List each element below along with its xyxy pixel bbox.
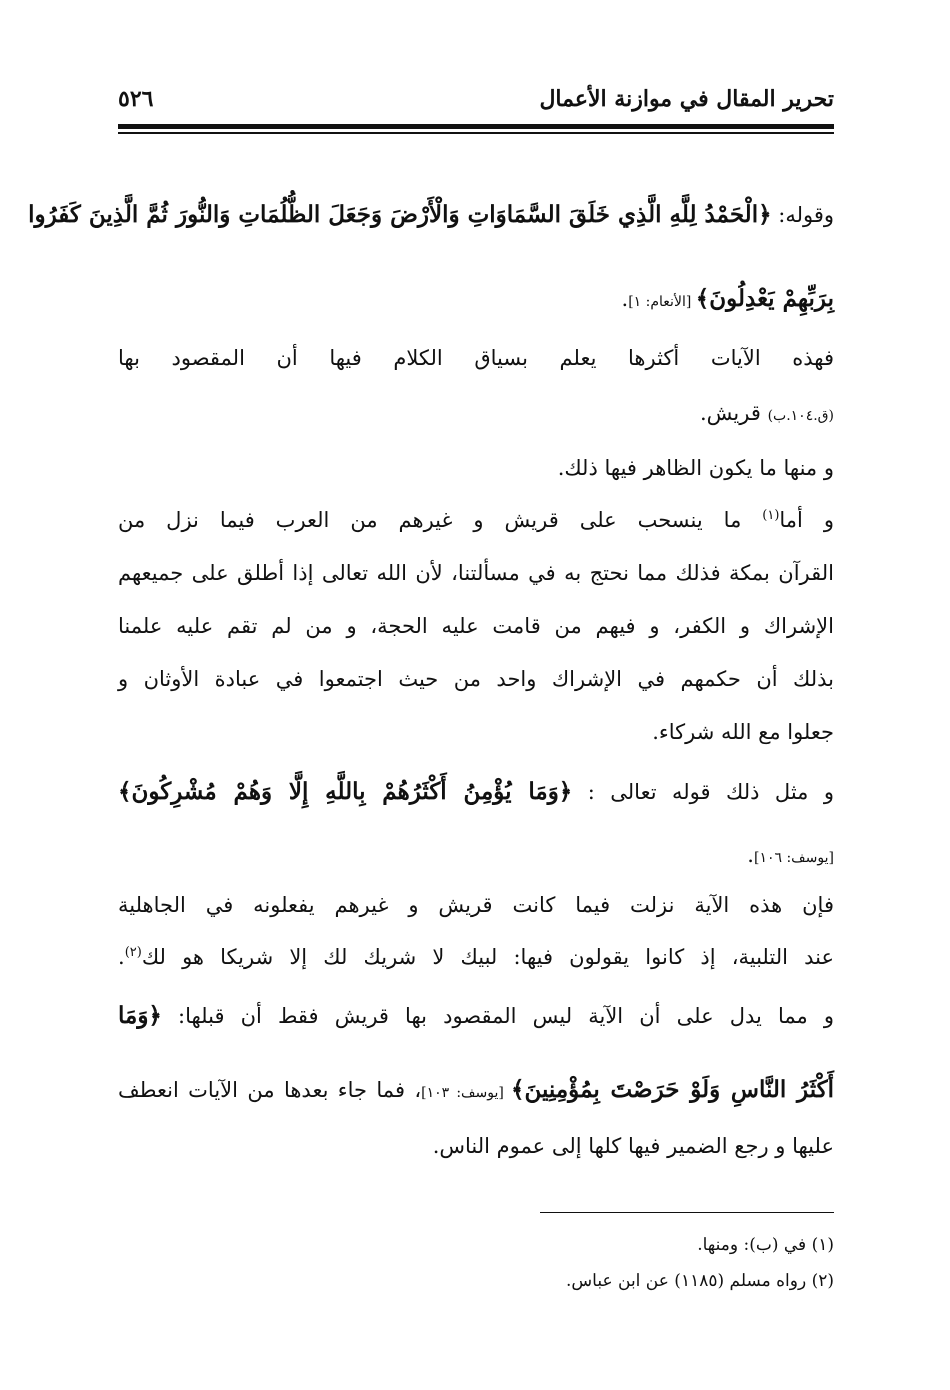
verse-reference: [يوسف: ١٠٦] xyxy=(753,850,834,866)
text-run: . xyxy=(747,843,754,867)
text-run: و مما يدل على أن الآية ليس المقصود بها قريش فقط أن قبلها: xyxy=(161,1004,834,1028)
running-header xyxy=(118,82,834,122)
footnote-2: (٢) رواه مسلم (١١٨٥) عن ابن عباس. xyxy=(566,1271,834,1291)
quran-verse: ﴿وَمَا xyxy=(118,1002,162,1029)
text-run: و أما xyxy=(779,508,834,532)
text-run: و مثل ذلك قوله تعالى : xyxy=(572,780,834,804)
body-line-5: و منها ما يكون الظاهر فيها ذلك. xyxy=(557,456,834,480)
body-line-4 xyxy=(118,398,834,431)
body-line-10: جعلوا مع الله شركاء. xyxy=(652,720,834,744)
body-line-2 xyxy=(118,284,834,317)
body-line-13: فإن هذه الآية نزلت فيما كانت قريش و غيرهم يفعلونه في الجاهلية xyxy=(118,893,834,917)
body-line-3: فهذه الآيات أكثرها يعلم بسياق الكلام فيها أن المقصود بها xyxy=(118,346,834,370)
body-line-16 xyxy=(118,1075,834,1108)
verse-reference: [يوسف: ١٠٣] xyxy=(421,1085,511,1101)
quran-verse: ﴿وَمَا يُؤْمِنُ أَكْثَرُهُمْ بِاللَّهِ إِلَّا وَهُمْ مُشْرِكُونَ﴾ xyxy=(118,778,573,805)
footnote-marker: (١) xyxy=(762,508,780,523)
header-rule-thick xyxy=(118,124,834,129)
verse-reference: [الأنعام: ١] xyxy=(628,294,696,310)
footnote-marker: (٢) xyxy=(124,945,142,960)
body-line-7: القرآن بمكة فذلك مما نحتج به في مسألتنا، لأن الله تعالى إذا أطلق على جميعهم xyxy=(118,561,834,585)
quran-verse: بِرَبِّهِمْ يَعْدِلُونَ﴾ xyxy=(695,285,834,312)
body-line-15 xyxy=(118,1001,834,1031)
text-run: ، فما جاء بعدها من الآيات انعطف xyxy=(118,1078,422,1102)
footnote-1: (١) في (ب): ومنها. xyxy=(697,1235,834,1255)
text-run: وقوله: xyxy=(771,203,834,227)
quran-verse: أَكْثَرُ النَّاسِ وَلَوْ حَرَصْتَ بِمُؤْمِنِينَ﴾ xyxy=(511,1076,834,1103)
quran-verse: ﴿الْحَمْدُ لِلَّهِ الَّذِي خَلَقَ السَّمَاوَاتِ وَالْأَرْضَ وَجَعَلَ الظُّلُمَاتِ وَالنُّورَ ثُمَّ الَّذِينَ كَفَرُوا xyxy=(28,201,772,228)
manuscript-reference: (ق.١٠٤.ب) xyxy=(767,408,834,424)
body-line-1 xyxy=(28,200,834,230)
body-line-8: الإشراك و الكفر، و فيهم من قامت عليه الحجة، و من لم تقم عليه علمنا xyxy=(118,614,834,638)
body-line-11 xyxy=(118,777,834,807)
text-run: . xyxy=(621,287,629,311)
text-run: ما ينسحب على قريش و غيرهم من العرب فيما نزل من xyxy=(118,508,763,532)
running-title: تحرير المقال في موازنة الأعمال xyxy=(539,86,834,112)
text-run: . xyxy=(118,945,125,969)
body-line-17: عليها و رجع الضمير فيها كلها إلى عموم الناس. xyxy=(432,1134,834,1158)
text-run: قريش. xyxy=(699,401,768,425)
text-run: عند التلبية، إذ كانوا يقولون فيها: لبيك لا شريك لك إلا شريكا هو لك xyxy=(141,945,834,969)
body-line-12 xyxy=(118,840,834,873)
header-rule-thin xyxy=(118,132,834,134)
body-line-9: بذلك أن حكمهم في الإشراك واحد من حيث اجتمعوا في عبادة الأوثان و xyxy=(118,667,834,691)
page-number: ٥٢٦ xyxy=(118,86,154,112)
body-line-14 xyxy=(118,942,834,972)
body-line-6 xyxy=(118,505,834,535)
footnote-separator xyxy=(540,1212,834,1213)
